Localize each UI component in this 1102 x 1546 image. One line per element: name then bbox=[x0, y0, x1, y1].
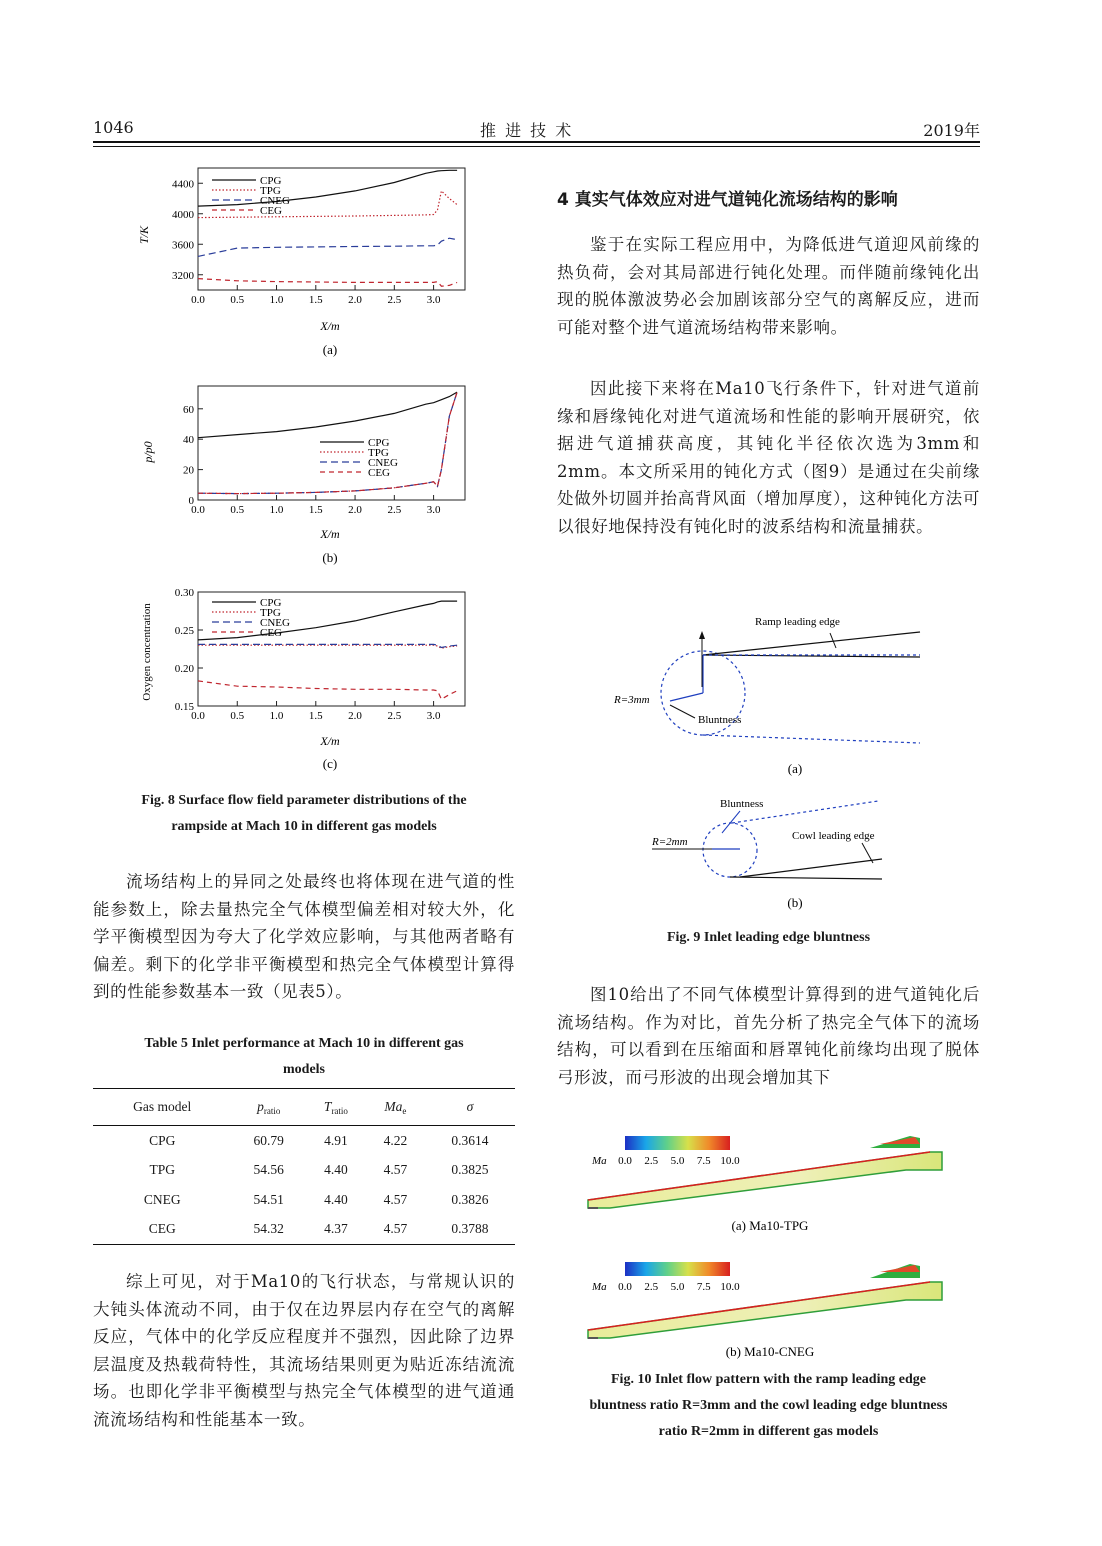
fig10-caption-line1: Fig. 10 Inlet flow pattern with the ramp leading edge bbox=[611, 1372, 926, 1387]
right-para-3 bbox=[557, 981, 980, 1091]
legend-entry: CEG bbox=[260, 627, 282, 639]
table-cell: 4.57 bbox=[383, 1162, 408, 1178]
fig9-caption: Fig. 9 Inlet leading edge bluntness bbox=[666, 930, 871, 945]
panel-c-ylabel: Oxygen concentration bbox=[141, 603, 153, 701]
series-line-cpg bbox=[198, 392, 457, 438]
y-tick-label: 3200 bbox=[172, 269, 194, 282]
table-cell: 0.3614 bbox=[451, 1132, 489, 1148]
panel-b-ylabel: p/p0 bbox=[141, 441, 155, 463]
fig9-panel-a bbox=[613, 616, 920, 776]
colorbar-tick-label: 10.0 bbox=[720, 1155, 740, 1167]
header-rule bbox=[93, 141, 980, 143]
series-line-tpg bbox=[198, 392, 457, 494]
x-tick-label: 1.0 bbox=[269, 504, 284, 516]
x-tick-label: 3.0 bbox=[426, 710, 441, 722]
y-tick-label: 0.25 bbox=[174, 625, 194, 637]
table-cell: 4.57 bbox=[366, 1215, 425, 1245]
colorbar-a-label: Ma bbox=[592, 1155, 607, 1167]
bluntness-circle-b bbox=[703, 823, 757, 877]
right-para-3-text: 图10给出了不同气体模型计算得到的进气道钝化后流场结构。作为对比，首先分析了热完全气体下的流场结构，可以看到在压缩面和唇罩钝化前缘均出现了脱体弓形波，而弓形波的出现会增加其下 bbox=[557, 985, 980, 1087]
x-tick-label: 2.5 bbox=[387, 504, 402, 516]
table-cell: 0.3825 bbox=[451, 1162, 489, 1178]
table5-caption-line1: Table 5 Inlet performance at Mach 10 in different gas bbox=[144, 1036, 464, 1051]
panel-a-frame bbox=[198, 168, 465, 290]
fig10-panel-a bbox=[588, 1136, 942, 1233]
fig10-caption bbox=[557, 1367, 980, 1445]
y-tick-label: 40 bbox=[183, 434, 194, 447]
table-cell: 4.91 bbox=[324, 1132, 348, 1148]
radius-label-a: R=3mm bbox=[614, 694, 650, 706]
panel-b-xlabel: X/m bbox=[320, 527, 340, 541]
legend-entry: TPG bbox=[260, 185, 281, 197]
table5 bbox=[93, 1088, 515, 1245]
section-title: 4 真实气体效应对进气道钝化流场结构的影响 bbox=[557, 190, 898, 210]
inlet-flow-b bbox=[588, 1282, 942, 1338]
y-tick-label: 0.30 bbox=[174, 587, 194, 599]
legend-entry: TPG bbox=[260, 607, 281, 619]
table-cell: 4.40 bbox=[324, 1191, 348, 1207]
x-tick-label: 0.0 bbox=[191, 504, 205, 516]
legend-entry: CNEG bbox=[260, 195, 290, 207]
table-cell: TPG bbox=[149, 1162, 175, 1178]
legend-entry: CPG bbox=[368, 437, 390, 449]
th-sigma: σ bbox=[425, 1089, 515, 1126]
series-line-tpg bbox=[198, 645, 457, 648]
fig10-caption-line2: bluntness ratio R=3mm and the cowl leading edge bluntness bbox=[589, 1398, 948, 1413]
th-t-ratio: $T_{ratio}$ bbox=[306, 1089, 366, 1126]
table-row bbox=[93, 1156, 515, 1186]
cowl-lower-surface bbox=[730, 877, 882, 879]
y-tick-label: 20 bbox=[183, 464, 194, 477]
legend-entry: CNEG bbox=[368, 457, 398, 469]
legend-entry: CEG bbox=[260, 205, 282, 217]
x-tick-label: 2.5 bbox=[387, 294, 402, 306]
th-ma-e: $Ma_e$ bbox=[366, 1089, 425, 1126]
table-row bbox=[93, 1185, 515, 1215]
table-cell: 0.3788 bbox=[425, 1215, 515, 1245]
fig9-panel-b-label: (b) bbox=[787, 895, 803, 910]
colorbar-b-label: Ma bbox=[592, 1281, 607, 1293]
x-tick-label: 2.0 bbox=[348, 710, 362, 722]
fig10-panel-b-label: (b) Ma10-CNEG bbox=[725, 1344, 815, 1359]
colorbar-tick-label: 10.0 bbox=[720, 1281, 740, 1293]
x-tick-label: 2.5 bbox=[387, 710, 402, 722]
cowl-hot-a bbox=[880, 1137, 920, 1144]
right-para-1-text: 鉴于在实际工程应用中，为降低进气道迎风前缘的热负荷，会对其局部进行钝化处理。而伴随前缘钝化出现的脱体激波势必会加剧该部分空气的离解反应，进而可能对整个进气道流场结构带来影响。 bbox=[557, 235, 980, 337]
right-para-2-text: 因此接下来将在Ma10飞行条件下，针对进气道前缘和唇缘钝化对进气道流场和性能的影响开展研究，依据进气道捕获高度，其钝化半径依次选为3mm和2mm。本文所采用的钝化方式（图9）是通过在尖前缘处做外切圆并抬高背风面（增加厚度），这种钝化方法可以很好地保持没有钝化时的波系结构和流量捕获。 bbox=[557, 379, 980, 536]
table-header-row bbox=[93, 1089, 515, 1126]
panel-c-xlabel: X/m bbox=[320, 734, 340, 748]
legend-entry: CPG bbox=[260, 597, 282, 609]
left-para-2-text: 综上可见，对于Ma10的飞行状态，与常规认识的大钝头体流动不同，由于仅在边界层内存在空气的离解反应，气体中的化学反应程度并不强烈，因此除了边界层温度及热载荷特性，其流场结果则更为贴近冻结流流场。也即化学非平衡模型与热完全气体模型的进气道通流流场结构和性能基本一致。 bbox=[93, 1272, 515, 1429]
legend-entry: CNEG bbox=[260, 617, 290, 629]
y-tick-label: 60 bbox=[183, 403, 194, 416]
x-tick-label: 1.0 bbox=[269, 710, 284, 722]
y-tick-label: 4000 bbox=[172, 208, 194, 221]
bluntness-leader-a bbox=[670, 705, 695, 718]
x-tick-label: 3.0 bbox=[426, 294, 441, 306]
journal-name: 推 进 技 术 bbox=[480, 121, 574, 140]
th-gas-model: Gas model bbox=[93, 1089, 231, 1126]
legend-entry: TPG bbox=[368, 447, 389, 459]
table-cell: 54.32 bbox=[231, 1215, 306, 1245]
header-rule-thin bbox=[93, 146, 980, 147]
fig10-caption-line3: ratio R=2mm in different gas models bbox=[658, 1424, 879, 1439]
ramp-upper-surface bbox=[703, 632, 920, 655]
radius-label-b: R=2mm bbox=[652, 836, 688, 848]
table-cell: 54.51 bbox=[253, 1191, 284, 1207]
panel-b-label: (b) bbox=[322, 550, 338, 565]
radius-line-a2 bbox=[670, 693, 703, 701]
year: 2019年 bbox=[923, 121, 980, 140]
fig9-panel-b bbox=[651, 798, 882, 910]
fig10-contours bbox=[580, 1130, 960, 1366]
fig8-panel-b bbox=[141, 386, 465, 565]
cowl-leading-edge-label: Cowl leading edge bbox=[792, 830, 875, 842]
cowl-hot-b bbox=[880, 1265, 920, 1272]
colorbar-tick-label: 2.5 bbox=[644, 1281, 659, 1293]
right-para-1 bbox=[557, 231, 980, 341]
table-row bbox=[93, 1215, 515, 1245]
left-para-1 bbox=[93, 868, 515, 1006]
fig9-panel-a-label: (a) bbox=[787, 761, 803, 776]
series-line-cpg bbox=[198, 601, 457, 640]
ramp-leading-edge-label: Ramp leading edge bbox=[755, 616, 840, 628]
colorbar-tick-label: 0.0 bbox=[618, 1155, 632, 1167]
x-tick-label: 1.5 bbox=[308, 504, 323, 516]
fig10-panel-b bbox=[588, 1262, 942, 1359]
series-line-ceg bbox=[198, 681, 457, 699]
panel-c-label: (c) bbox=[322, 756, 338, 771]
fig8-panel-c bbox=[141, 587, 465, 771]
fig8-caption-line2: rampside at Mach 10 in different gas models bbox=[171, 819, 437, 834]
fig8-plots bbox=[130, 160, 490, 780]
table-cell: 4.22 bbox=[383, 1132, 408, 1148]
x-tick-label: 2.0 bbox=[348, 294, 362, 306]
cowl-label-leader bbox=[862, 843, 873, 863]
panel-c-frame bbox=[198, 592, 465, 706]
table-cell: CEG bbox=[93, 1215, 231, 1245]
series-line-ceg bbox=[198, 392, 457, 494]
panel-a-xlabel: X/m bbox=[320, 319, 340, 333]
page-number: 1046 bbox=[93, 118, 134, 137]
series-line-cpg bbox=[198, 170, 457, 206]
x-tick-label: 1.0 bbox=[269, 294, 284, 306]
ramp-blunt-back bbox=[703, 735, 920, 743]
fig10-panel-a-label: (a) Ma10-TPG bbox=[731, 1218, 809, 1233]
th-p-ratio: $p_{ratio}$ bbox=[231, 1089, 306, 1126]
panel-a-ylabel: T/K bbox=[137, 225, 151, 245]
table5-caption bbox=[93, 1031, 515, 1083]
x-tick-label: 0.5 bbox=[230, 294, 245, 306]
table-cell: CNEG bbox=[143, 1191, 181, 1207]
right-para-2 bbox=[557, 375, 980, 540]
fig8-caption-line1: Fig. 8 Surface flow field parameter distributions of the bbox=[141, 793, 467, 808]
table-cell: 4.57 bbox=[383, 1191, 408, 1207]
panel-a-label: (a) bbox=[322, 342, 338, 357]
colorbar-tick-label: 7.5 bbox=[696, 1155, 711, 1167]
x-tick-label: 0.0 bbox=[191, 710, 205, 722]
fig9-diagrams bbox=[590, 605, 950, 915]
shock-a bbox=[588, 1152, 930, 1200]
series-line-cneg bbox=[198, 238, 457, 256]
x-tick-label: 3.0 bbox=[426, 504, 441, 516]
y-tick-label: 0 bbox=[188, 495, 194, 507]
left-para-2 bbox=[93, 1268, 515, 1433]
y-tick-label: 3600 bbox=[172, 239, 194, 252]
x-tick-label: 0.5 bbox=[230, 710, 245, 722]
x-tick-label: 0.5 bbox=[230, 504, 245, 516]
x-tick-label: 1.5 bbox=[308, 294, 323, 306]
bluntness-leader-b bbox=[722, 811, 740, 833]
legend-entry: CPG bbox=[260, 175, 282, 187]
bluntness-label-a: Bluntness bbox=[698, 714, 742, 726]
table-cell: 4.40 bbox=[324, 1162, 348, 1178]
bluntness-label-b: Bluntness bbox=[720, 798, 764, 810]
legend-entry: CEG bbox=[368, 467, 390, 479]
table-row bbox=[93, 1126, 515, 1156]
colorbar-tick-label: 0.0 bbox=[618, 1281, 632, 1293]
shock-b bbox=[588, 1282, 930, 1330]
inlet-flow-a bbox=[588, 1152, 942, 1208]
colorbar-tick-label: 7.5 bbox=[696, 1281, 711, 1293]
table-cell: 0.3826 bbox=[451, 1191, 489, 1207]
y-tick-label: 4400 bbox=[172, 178, 194, 191]
table5-caption-line2: models bbox=[283, 1062, 325, 1077]
y-tick-label: 0.15 bbox=[174, 701, 194, 713]
colorbar-tick-label: 5.0 bbox=[670, 1281, 685, 1293]
fig8-caption bbox=[93, 788, 515, 840]
colorbar-tick-label: 5.0 bbox=[670, 1155, 685, 1167]
colorbar-a bbox=[625, 1136, 730, 1150]
colorbar-b bbox=[625, 1262, 730, 1276]
y-tick-label: 0.20 bbox=[174, 663, 194, 675]
x-tick-label: 2.0 bbox=[348, 504, 362, 516]
x-tick-label: 0.0 bbox=[191, 294, 205, 306]
arrow-up-icon bbox=[699, 631, 705, 639]
left-para-1-text: 流场结构上的异同之处最终也将体现在进气道的性能参数上，除去量热完全气体模型偏差相对较大外，化学平衡模型因为夸大了化学效应影响，与其他两者略有偏差。剩下的化学非平衡模型和热完全气体模型计算得到的性能参数基本一致（见表5）。 bbox=[93, 872, 515, 1001]
table-cell: 54.56 bbox=[253, 1162, 284, 1178]
fig8-panel-a bbox=[137, 168, 465, 357]
x-tick-label: 1.5 bbox=[308, 710, 323, 722]
cowl-upper-surface bbox=[740, 859, 882, 877]
colorbar-tick-label: 2.5 bbox=[644, 1155, 659, 1167]
table-cell: 4.37 bbox=[306, 1215, 366, 1245]
series-line-cneg bbox=[198, 392, 457, 494]
table-cell: CPG bbox=[149, 1132, 176, 1148]
table-cell: 60.79 bbox=[253, 1132, 284, 1148]
